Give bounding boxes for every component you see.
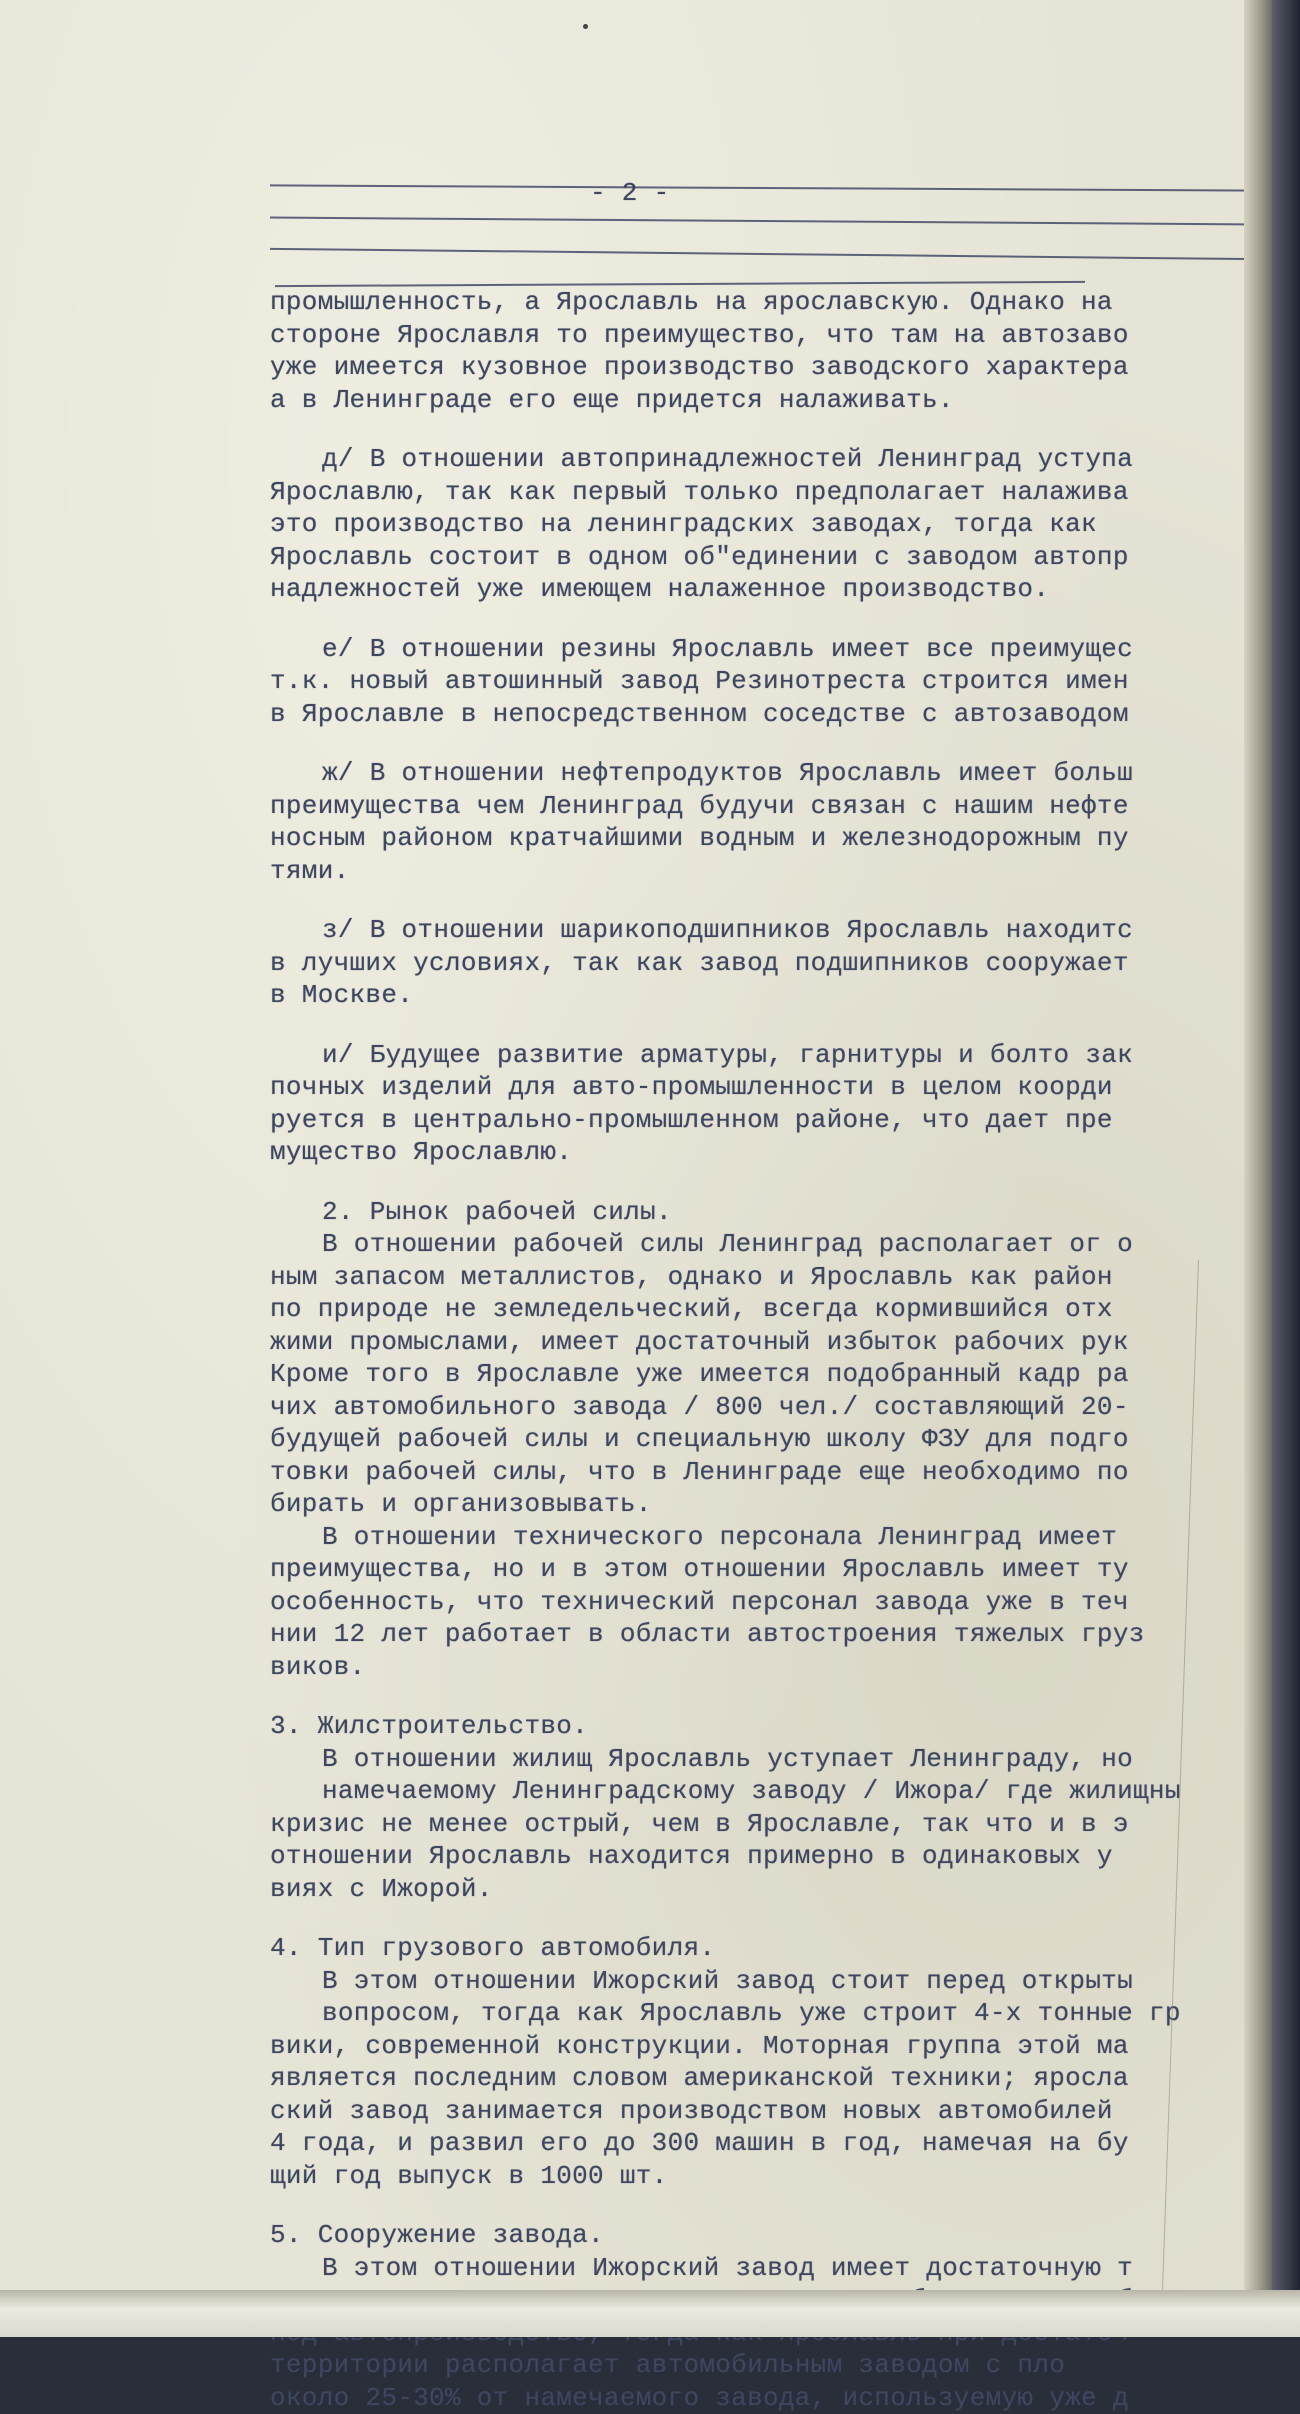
text-line: руется в центрально-промышленном районе, что дает пре — [270, 1104, 1260, 1137]
text-line: щий год выпуск в 1000 шт. — [270, 2160, 1260, 2193]
paragraph-gap — [270, 2192, 1260, 2219]
text-line: 4. Тип грузового автомобиля. — [270, 1932, 1260, 1965]
text-line: уже имеется кузовное производство заводского характера — [270, 351, 1260, 384]
text-line: вики, современной конструкции. Моторная группа этой ма — [270, 2030, 1260, 2063]
text-line: Ярославлю, так как первый только предполагает налажива — [270, 476, 1260, 509]
text-line: кризис не менее острый, чем в Ярославле, так что и в э — [270, 1808, 1260, 1841]
text-line: ным запасом металлистов, однако и Ярославль как район — [270, 1261, 1260, 1294]
text-line: В отношении жилищ Ярославль уступает Ленинграду, но — [270, 1743, 1260, 1776]
text-line: намечаемому Ленинградскому заводу / Ижора/ где жилищны — [270, 1775, 1260, 1808]
text-line: виков. — [270, 1651, 1260, 1684]
text-line: тями. — [270, 855, 1260, 888]
text-line: Ярославль состоит в одном об"единении с заводом автопр — [270, 541, 1260, 574]
paragraph-gap — [270, 606, 1260, 633]
text-line: бирать и организовывать. — [270, 1488, 1260, 1521]
text-line: ж/ В отношении нефтепродуктов Ярославль имеет больш — [270, 757, 1260, 790]
text-line: В этом отношении Ижорский завод стоит перед открыты — [270, 1965, 1260, 1998]
text-line: в Москве. — [270, 979, 1260, 1012]
text-line: д/ В отношении автопринадлежностей Ленинград уступа — [270, 443, 1260, 476]
text-line: Кроме того в Ярославле уже имеется подобранный кадр ра — [270, 1358, 1260, 1391]
text-line: носным районом кратчайшими водным и железнодорожным пу — [270, 822, 1260, 855]
text-line: е/ В отношении резины Ярославль имеет все преимущес — [270, 633, 1260, 666]
paragraph-gap — [270, 1169, 1260, 1196]
text-line: преимущества чем Ленинград будучи связан с нашим нефте — [270, 790, 1260, 823]
paragraph-gap — [270, 416, 1260, 443]
paragraph-gap — [270, 887, 1260, 914]
text-line: В отношении технического персонала Ленинград имеет — [270, 1521, 1260, 1554]
typed-text-body — [270, 100, 1260, 2414]
text-line: это производство на ленинградских заводах, тогда как — [270, 508, 1260, 541]
paragraph-gap — [270, 1683, 1260, 1710]
paragraph-gap — [270, 1012, 1260, 1039]
text-line: виях с Ижорой. — [270, 1873, 1260, 1906]
text-line: отношении Ярославль находится примерно в одинаковых у — [270, 1840, 1260, 1873]
text-line: т.к. новый автошинный завод Резинотреста строится имен — [270, 665, 1260, 698]
text-line: нии 12 лет работает в области автостроения тяжелых груз — [270, 1618, 1260, 1651]
text-line: В отношении рабочей силы Ленинград располагает ог о — [270, 1228, 1260, 1261]
text-line: в Ярославле в непосредственном соседстве с автозаводом — [270, 698, 1260, 731]
text-line: по природе не земледельческий, всегда кормившийся отх — [270, 1293, 1260, 1326]
background-edge — [1272, 0, 1300, 2290]
text-line: преимущества, но и в этом отношении Ярославль имеет ту — [270, 1553, 1260, 1586]
paragraph-gap — [270, 1905, 1260, 1932]
text-line: ский завод занимается производством новых автомобилей — [270, 2095, 1260, 2128]
text-line: чих автомобильного завода / 800 чел./ составляющий 20- — [270, 1391, 1260, 1424]
page-number: - 2 - — [270, 165, 1260, 221]
text-line: территории располагает автомобильным заводом с пло — [270, 2349, 1260, 2382]
text-line: 5. Сооружение завода. — [270, 2219, 1260, 2252]
text-line: будущей рабочей силы и специальную школу ФЗУ для подго — [270, 1423, 1260, 1456]
text-line: около 25-30% от намечаемого завода, используемую уже д — [270, 2382, 1260, 2414]
text-line: надлежностей уже имеющем налаженное производство. — [270, 573, 1260, 606]
text-line: В этом отношении Ижорский завод имеет достаточную т — [270, 2252, 1260, 2285]
text-line: 3. Жилстроительство. — [270, 1710, 1260, 1743]
page-edge-shadow — [1244, 0, 1272, 2290]
text-line: жими промыслами, имеет достаточный избыток рабочих рук — [270, 1326, 1260, 1359]
text-line: 4 года, и развил его до 300 машин в год, намечая на бу — [270, 2127, 1260, 2160]
text-line: а в Ленинграде его еще придется налаживать. — [270, 384, 1260, 417]
text-line: 2. Рынок рабочей силы. — [270, 1196, 1260, 1229]
text-line: промышленность, а Ярославль на ярославскую. Однако на — [270, 286, 1260, 319]
text-line: почных изделий для авто-промышленности в целом коорди — [270, 1071, 1260, 1104]
text-line: вопросом, тогда как Ярославль уже строит 4-х тонные гр — [270, 1997, 1260, 2030]
text-line: товки рабочей силы, что в Ленинграде еще необходимо по — [270, 1456, 1260, 1489]
text-line: особенность, что технический персонал завода уже в теч — [270, 1586, 1260, 1619]
ink-dot — [583, 24, 588, 29]
paragraph-gap — [270, 730, 1260, 757]
bottom-paper-strip — [0, 2290, 1300, 2337]
text-line: мущество Ярославлю. — [270, 1136, 1260, 1169]
text-line: з/ В отношении шарикоподшипников Ярославль находитс — [270, 914, 1260, 947]
text-line: и/ Будущее развитие арматуры, гарнитуры и болто зак — [270, 1039, 1260, 1072]
text-line: в лучших условиях, так как завод подшипников сооружает — [270, 947, 1260, 980]
text-line: стороне Ярославля то преимущество, что там на автозаво — [270, 319, 1260, 352]
text-line: является последним словом американской техники; яросла — [270, 2062, 1260, 2095]
